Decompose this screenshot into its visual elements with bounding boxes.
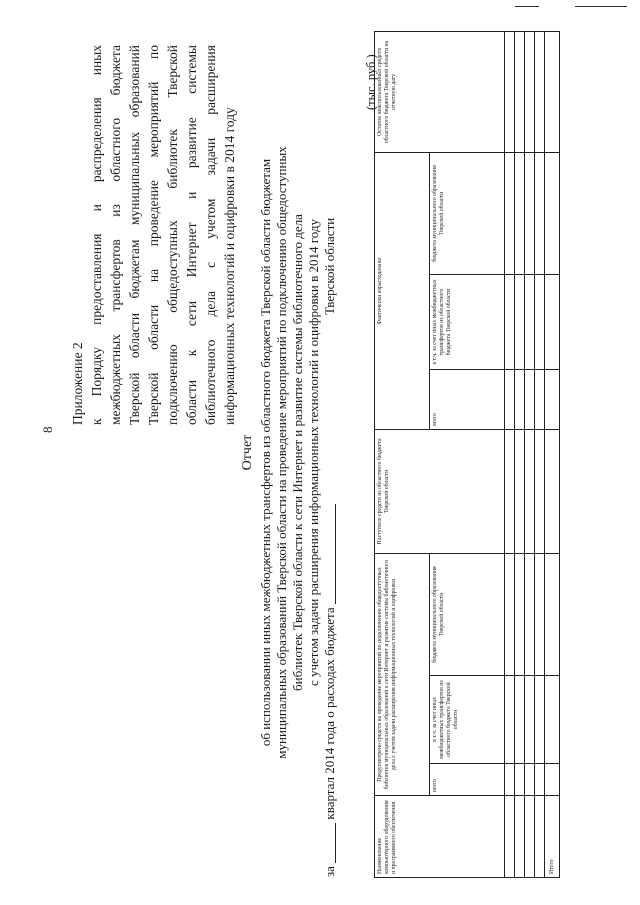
table-cell (525, 369, 535, 429)
table-cell (525, 796, 535, 878)
header-balance: Остаток неиспользованных средств областного бюджета Тверской области на отчетную дату (375, 31, 505, 152)
header-actual-total: всего (430, 369, 505, 429)
table-cell (505, 764, 515, 796)
table-cell (515, 152, 525, 274)
table-row (515, 31, 525, 877)
header-name: Наименование компьютерного оборудования и программного обеспечения (375, 796, 505, 878)
header-planned-including: в т.ч. за счет иных межбюджетных трансфертов из областного бюджета Тверской области (430, 676, 505, 764)
table-row (525, 31, 535, 877)
table-cell (545, 764, 560, 796)
table-cell (525, 676, 535, 764)
table-row (535, 31, 545, 877)
period-text: квартал 2014 года о расходах бюджета (322, 607, 337, 820)
appendix-line: подключению общедоступных библиотек Тверской (165, 45, 180, 425)
table-cell (505, 429, 515, 553)
header-actual: Фактически израсходовано (375, 152, 430, 429)
units-label: (тыс. руб.) (364, 54, 378, 110)
header-actual-municipal: бюджета муниципального образования Тверской области (430, 152, 505, 274)
table-cell (535, 676, 545, 764)
table-cell (515, 764, 525, 796)
table-cell (515, 369, 525, 429)
table-cell (515, 676, 525, 764)
table-row (505, 31, 515, 877)
table-cell (515, 553, 525, 675)
budget-blank-field (335, 504, 336, 604)
appendix-line: Тверской области на проведение мероприятий по (146, 45, 161, 425)
table-cell (525, 274, 535, 369)
table-cell (545, 152, 560, 274)
appendix-line: межбюджетных трансфертов из областного бюджета (108, 45, 123, 425)
report-period (322, 504, 338, 877)
table-cell (515, 274, 525, 369)
header-planned-total: всего (430, 764, 505, 796)
appendix-line: области к сети Интернет и развитие системы (184, 45, 199, 425)
table-cell (535, 796, 545, 878)
page-number: 8 (40, 426, 55, 433)
table-cell (505, 152, 515, 274)
appendix-line: к Порядку предоставления и распределения иных (89, 45, 104, 425)
report-subtitle-line: муниципальных образований Тверской области на проведение мероприятий по подключению общедоступных (274, 146, 289, 759)
table-cell (545, 369, 560, 429)
table-cell (525, 553, 535, 675)
report-table (374, 31, 560, 878)
table-cell (515, 429, 525, 553)
report-subtitle-line: с учетом задачи расширения информационных технологий и оцифровки в 2014 году (306, 219, 321, 687)
report-region: Тверской области (322, 217, 337, 315)
report-title: Отчет (240, 434, 255, 471)
appendix-block (68, 45, 239, 425)
table-cell (535, 429, 545, 553)
table-row-total (545, 31, 560, 877)
table-cell (545, 274, 560, 369)
period-blank-field (335, 823, 336, 863)
appendix-title: Приложение 2 (70, 342, 85, 425)
total-label: Итого (545, 796, 560, 878)
period-prefix: за (322, 866, 337, 877)
table-cell (545, 676, 560, 764)
table-cell (505, 676, 515, 764)
table-cell (515, 31, 525, 152)
table-cell (525, 152, 535, 274)
table-cell (535, 152, 545, 274)
header-actual-including: в т.ч. за счет иных межбюджетных трансфертов из областного бюджета Тверской области (430, 274, 505, 369)
table-cell (505, 796, 515, 878)
appendix-line: библиотечного дела с учетом задачи расширения (203, 45, 218, 425)
header-received: Поступило средств из областного бюджета Тверской области (375, 429, 505, 553)
table-cell (535, 553, 545, 675)
table-cell (525, 429, 535, 553)
table-cell (505, 31, 515, 152)
report-subtitle-line: библиотек Тверской области к сети Интернет и развитие системы библиотечного дела (290, 214, 305, 691)
table-cell (535, 274, 545, 369)
report-subtitle-line: об использовании иных межбюджетных трансфертов из областного бюджета Тверской области бюджетам (258, 158, 273, 747)
appendix-line: Тверской области бюджетам муниципальных образований (127, 45, 142, 425)
table-cell (505, 369, 515, 429)
table-cell (535, 764, 545, 796)
table-cell (535, 369, 545, 429)
table-cell (525, 31, 535, 152)
table-cell (545, 429, 560, 553)
table-cell (525, 764, 535, 796)
table-cell (545, 31, 560, 152)
header-planned-municipal: бюджета муниципального образования Тверской области (430, 553, 505, 675)
table-cell (505, 553, 515, 675)
table-cell (535, 31, 545, 152)
table-cell (545, 553, 560, 675)
appendix-line: информационных технологий и оцифровки в 2014 году (222, 107, 237, 425)
table-cell (505, 274, 515, 369)
table-cell (515, 796, 525, 878)
header-planned: Предусмотрено средств на проведение мероприятий по подключению общедоступных библиотек муниципальных образований к сети Интернет и развитие системы библиотечного дела с учетом задачи расширения информационных технологий и оцифровки (375, 553, 430, 795)
